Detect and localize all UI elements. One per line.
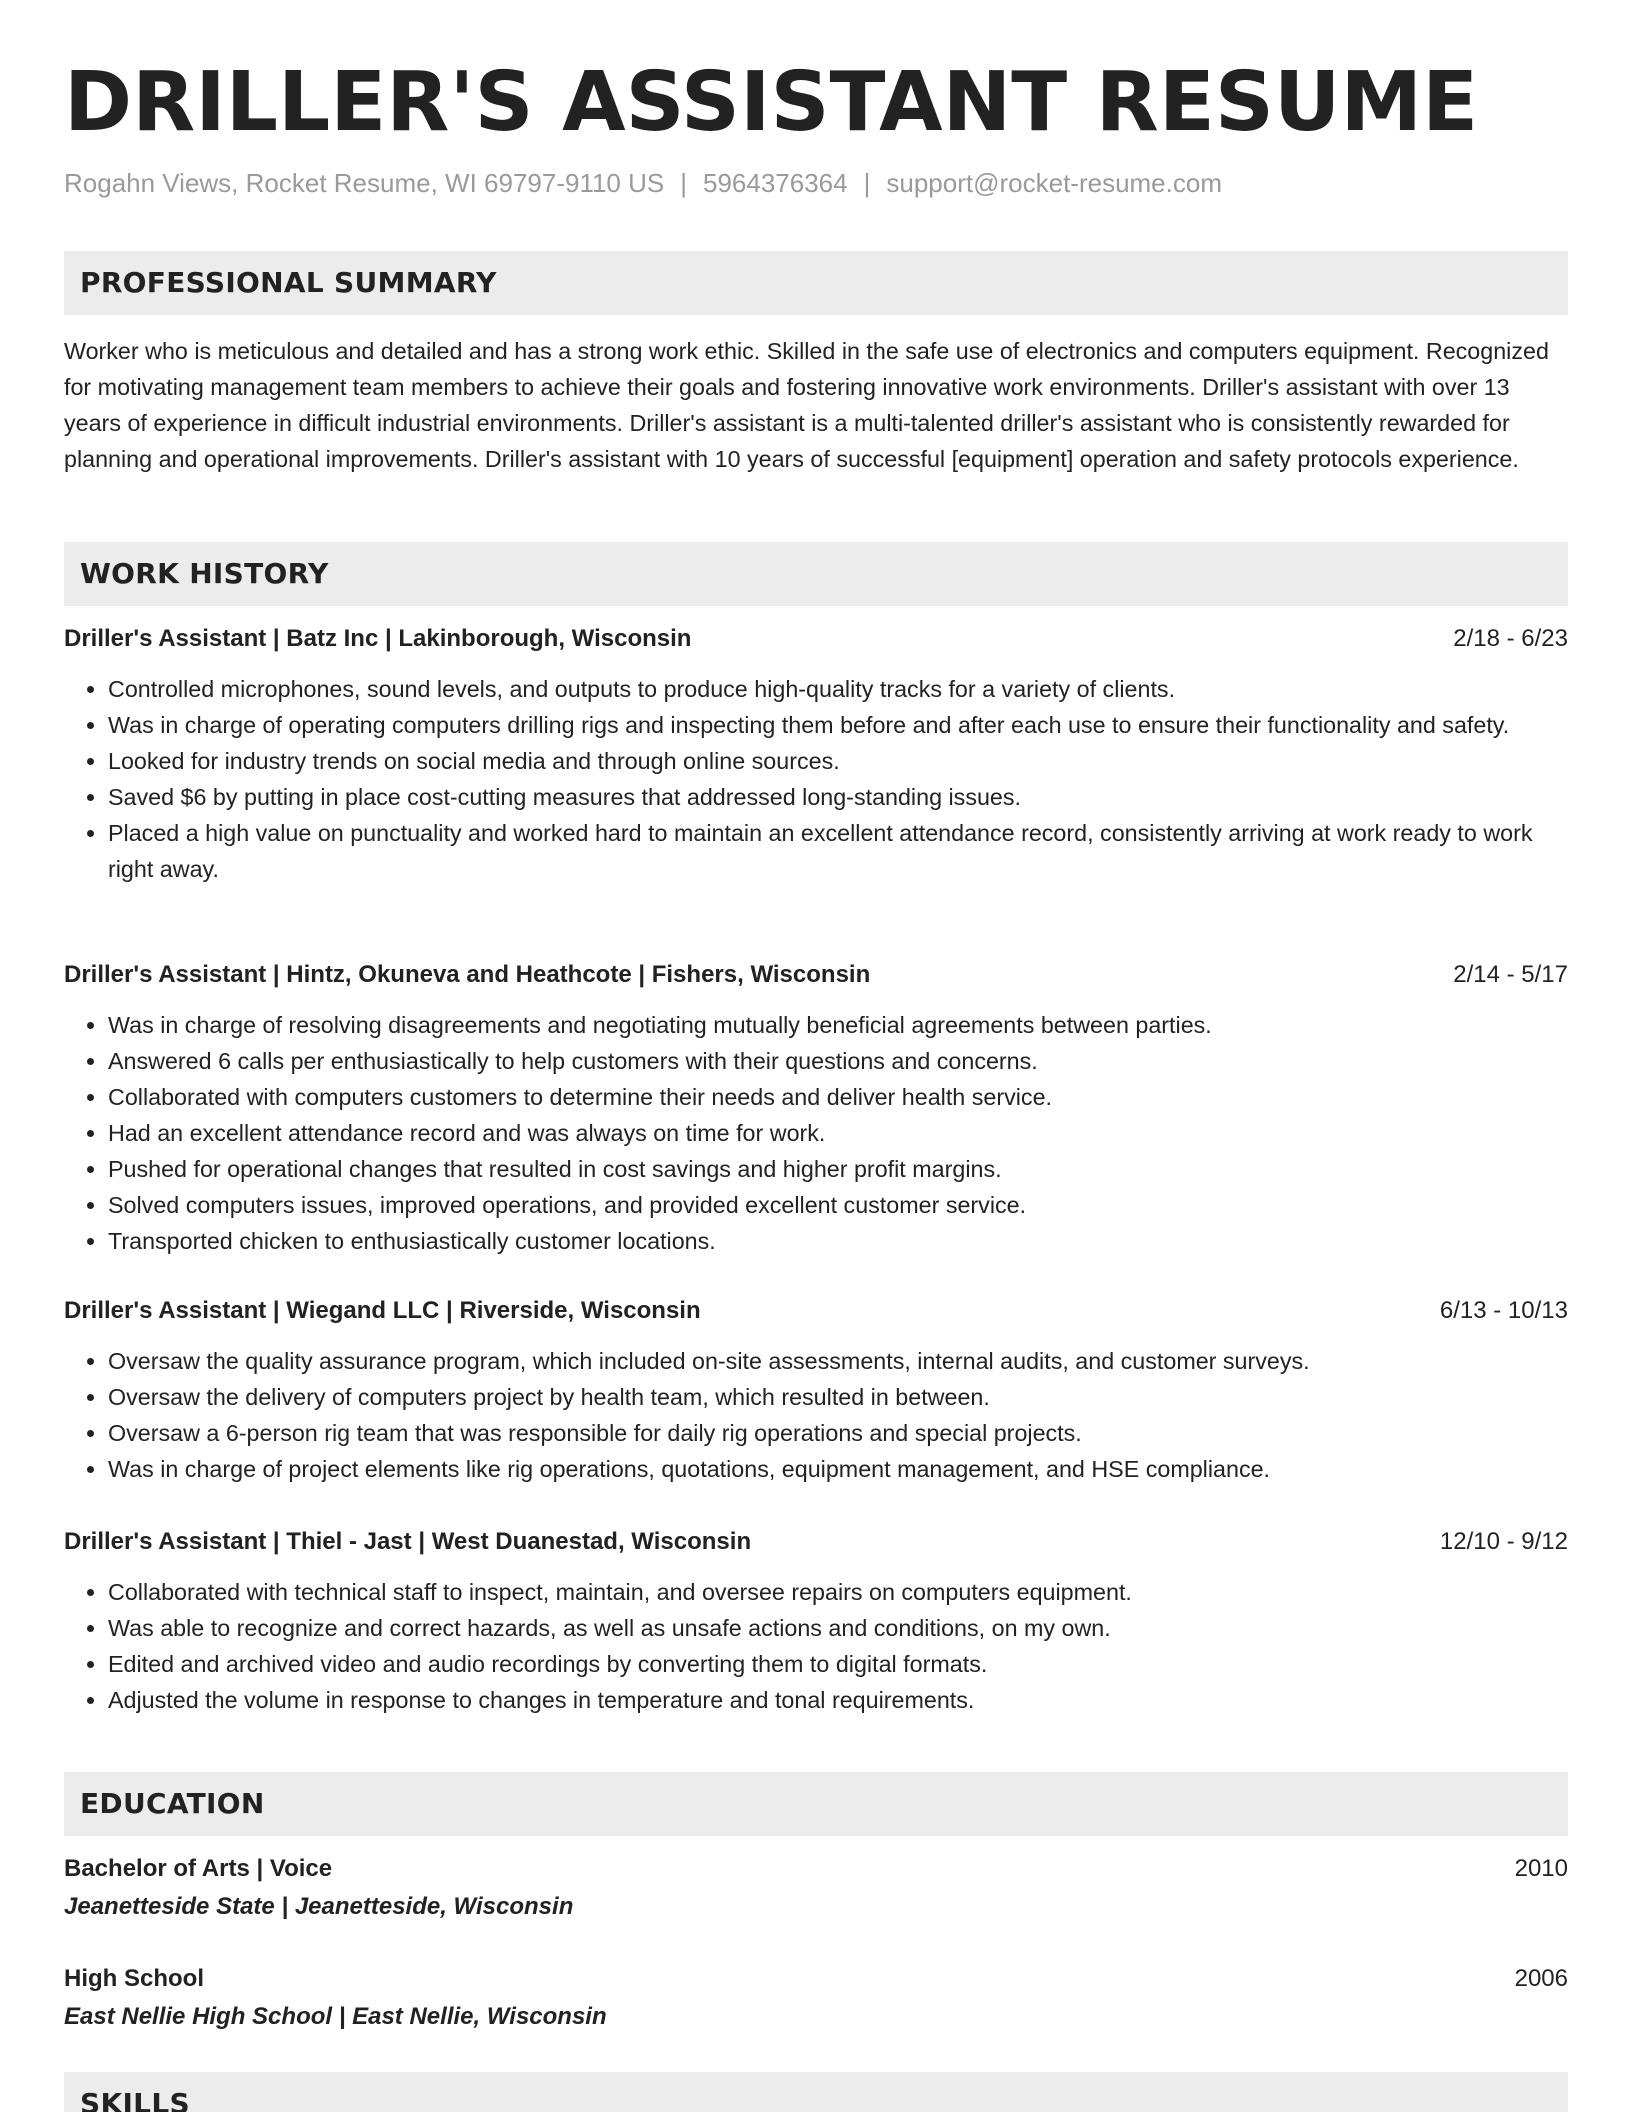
contact-phone: 5964376364 (703, 168, 848, 198)
job-dates: 2/14 - 5/17 (1453, 961, 1568, 988)
list-item: • Was able to recognize and correct hazards, as well as unsafe actions and conditions, on my own. (108, 1610, 1568, 1646)
list-item: • Had an excellent attendance record and was always on time for work. (108, 1115, 1568, 1151)
education-degree: High School (64, 1965, 204, 1992)
list-item: • Adjusted the volume in response to changes in temperature and tonal requirements. (108, 1682, 1568, 1718)
job-entry (64, 621, 1568, 887)
education-year: 2010 (1514, 1855, 1568, 1882)
section-title: WORK HISTORY (80, 557, 329, 590)
job-title: Driller's Assistant | Hintz, Okuneva and Heathcote | Fishers, Wisconsin (64, 961, 871, 988)
list-item: • Transported chicken to enthusiastically customer locations. (108, 1223, 1568, 1259)
education-school: East Nellie High School | East Nellie, Wisconsin (64, 2003, 607, 2030)
job-bullets (64, 1343, 1568, 1487)
contact-line (64, 168, 1222, 199)
education-degree: Bachelor of Arts | Voice (64, 1855, 333, 1882)
job-entry (64, 957, 1568, 1259)
list-item: • Oversaw the quality assurance program, which included on-site assessments, internal audits, and customer surveys. (108, 1343, 1568, 1379)
list-item: • Oversaw a 6-person rig team that was responsible for daily rig operations and special projects. (108, 1415, 1568, 1451)
list-item: • Placed a high value on punctuality and worked hard to maintain an excellent attendance record, consistently arriving at work ready to work right away. (108, 815, 1568, 887)
resume-title: DRILLER'S ASSISTANT RESUME (64, 55, 1479, 150)
job-dates: 6/13 - 10/13 (1439, 1297, 1568, 1324)
education-entry (64, 1850, 1568, 1926)
job-title: Driller's Assistant | Batz Inc | Lakinborough, Wisconsin (64, 625, 692, 652)
job-bullets (64, 1574, 1568, 1718)
job-dates: 2/18 - 6/23 (1453, 625, 1568, 652)
contact-email: support@rocket-resume.com (886, 168, 1222, 198)
list-item: • Oversaw the delivery of computers project by health team, which resulted in between. (108, 1379, 1568, 1415)
list-item: • Edited and archived video and audio recordings by converting them to digital formats. (108, 1646, 1568, 1682)
summary-text: Worker who is meticulous and detailed and has a strong work ethic. Skilled in the safe use of electronics and computers equipment. Recognized for motivating management team members to achieve their goals and fostering innovative work environments. Driller's assistant with over 13 years of experience in difficult industrial environments. Driller's assistant is a multi-talented driller's assistant who is consistently rewarded for planning and operational improvements. Driller's assistant with 10 years of successful [equipment] operation and safety protocols experience. (64, 338, 1549, 472)
job-entry (64, 1524, 1568, 1718)
section-header-education (64, 1772, 1568, 1836)
section-title: PROFESSIONAL SUMMARY (80, 266, 497, 299)
list-item: • Controlled microphones, sound levels, and outputs to produce high-quality tracks for a variety of clients. (108, 671, 1568, 707)
job-dates: 12/10 - 9/12 (1439, 1528, 1568, 1555)
list-item: • Collaborated with technical staff to inspect, maintain, and oversee repairs on computers equipment. (108, 1574, 1568, 1610)
list-item: • Looked for industry trends on social media and through online sources. (108, 743, 1568, 779)
contact-separator: | (863, 168, 871, 198)
list-item: • Answered 6 calls per enthusiastically to help customers with their questions and concerns. (108, 1043, 1568, 1079)
section-header-skills (64, 2072, 1568, 2112)
list-item: • Collaborated with computers customers to determine their needs and deliver health service. (108, 1079, 1568, 1115)
contact-address: Rogahn Views, Rocket Resume, WI 69797-9110 US (64, 168, 665, 198)
section-title: SKILLS (80, 2087, 190, 2112)
list-item: • Was in charge of resolving disagreements and negotiating mutually beneficial agreements between parties. (108, 1007, 1568, 1043)
list-item: • Pushed for operational changes that resulted in cost savings and higher profit margins. (108, 1151, 1568, 1187)
job-entry (64, 1293, 1568, 1487)
education-entry (64, 1960, 1568, 2036)
section-header-summary (64, 251, 1568, 315)
list-item: • Solved computers issues, improved operations, and provided excellent customer service. (108, 1187, 1568, 1223)
section-header-work-history (64, 542, 1568, 606)
list-item: • Saved $6 by putting in place cost-cutting measures that addressed long-standing issues. (108, 779, 1568, 815)
education-year: 2006 (1514, 1965, 1568, 1992)
job-title: Driller's Assistant | Thiel - Jast | West Duanestad, Wisconsin (64, 1528, 752, 1555)
education-school: Jeanetteside State | Jeanetteside, Wisconsin (64, 1893, 574, 1920)
job-title: Driller's Assistant | Wiegand LLC | Riverside, Wisconsin (64, 1297, 701, 1324)
job-bullets (64, 1007, 1568, 1259)
contact-separator: | (680, 168, 687, 198)
list-item: • Was in charge of project elements like rig operations, quotations, equipment management, and HSE compliance. (108, 1451, 1568, 1487)
section-title: EDUCATION (80, 1787, 265, 1820)
list-item: • Was in charge of operating computers drilling rigs and inspecting them before and after each use to ensure their functionality and safety. (108, 707, 1568, 743)
job-bullets (64, 671, 1568, 887)
